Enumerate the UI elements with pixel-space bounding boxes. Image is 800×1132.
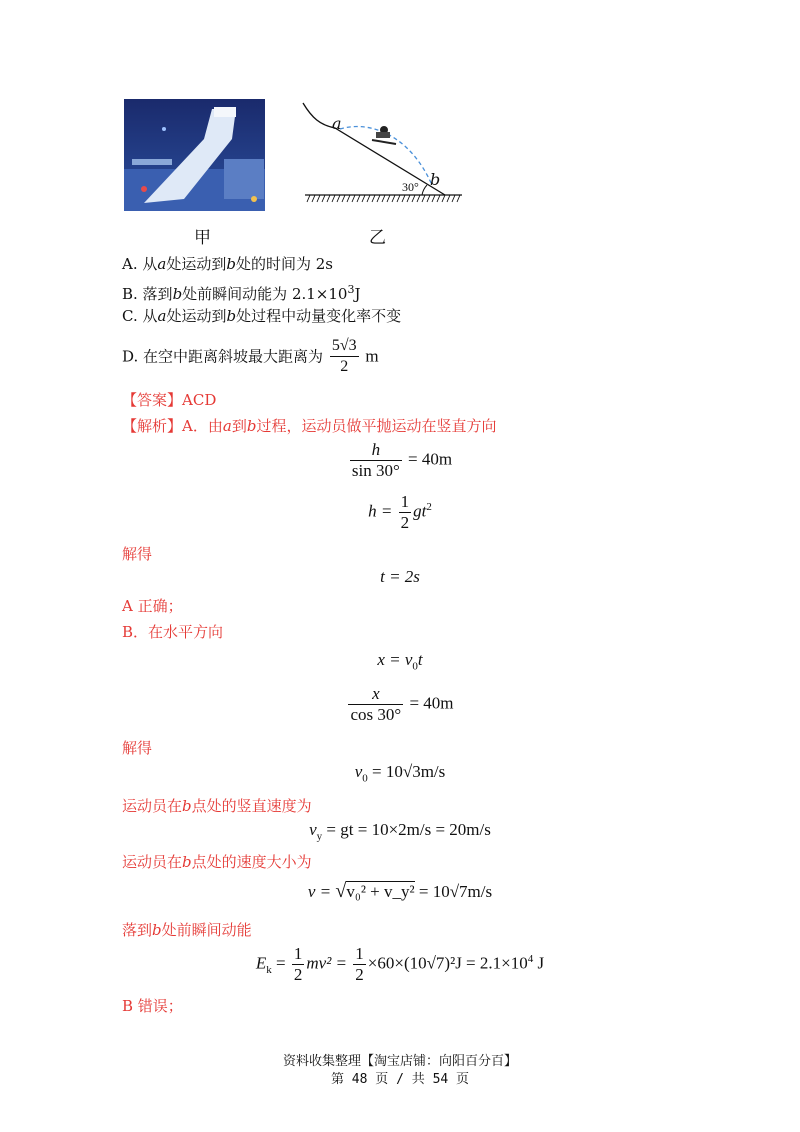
analysis-line: 【解析】A．由a到b过程，运动员做平抛运动在竖直方向 xyxy=(122,417,497,435)
ski-jump-photo xyxy=(124,99,265,211)
solve-label-1: 解得 xyxy=(122,545,153,563)
option-a: A. 从a处运动到b处的时间为 2s xyxy=(122,255,333,273)
diagram-caption: 乙 xyxy=(369,228,386,248)
equation-5: $\frac{x}{\cos 30^\circ}$ = 40m xyxy=(350,684,454,724)
equation-4: $x = v_0t$ xyxy=(377,650,423,673)
point-b-label: b xyxy=(430,170,441,189)
solve-label-2: 解得 xyxy=(122,739,153,757)
equation-7: $v_y$ = gt = 10×2m/s = 20m/s xyxy=(309,820,491,843)
option-d: D. 在空中距离斜坡最大距离为 $\frac{5√3}{2}$ m xyxy=(122,337,379,375)
a-correct: A 正确； xyxy=(122,597,183,615)
footer-source: 资料收集整理【淘宝店铺：向阳百分百】 xyxy=(282,1054,517,1069)
equation-9: $E_k$ = $\frac{1}{2}$ mv² = $\frac{1}{2}$ $\times 60\times(10√7)^2J = 2.1\times 10^4$ J xyxy=(255,944,545,984)
equation-6: $v_0 = 10√3m/s$ xyxy=(354,762,446,785)
ek-text: 落到b处前瞬间动能 xyxy=(122,921,252,939)
footer-page-number: 第 48 页 / 共 54 页 xyxy=(330,1072,470,1087)
slope-diagram xyxy=(300,100,465,208)
option-b: B. 落到b处前瞬间动能为 $2.1\times 10^3J$ xyxy=(122,283,361,303)
answer-line: 【答案】ACD xyxy=(122,391,217,409)
b-heading: B．在水平方向 xyxy=(122,623,224,641)
b-wrong: B 错误； xyxy=(122,997,183,1015)
equation-2: h = $\frac{1}{2}$ $gt^2$ xyxy=(368,492,432,532)
vy-text: 运动员在b点处的竖直速度为 xyxy=(122,797,312,815)
v-text: 运动员在b点处的速度大小为 xyxy=(122,853,312,871)
photo-caption: 甲 xyxy=(194,228,211,248)
equation-3: t = 2s xyxy=(380,567,420,586)
equation-8: v = √v₀² + v_y² = 10√7m/s xyxy=(307,880,493,902)
point-a-label: a xyxy=(332,114,342,133)
option-c: C. 从a处运动到b处过程中动量变化率不变 xyxy=(122,307,402,325)
equation-1: $\frac{h}{\sin 30^\circ}$ = 40m xyxy=(351,440,453,480)
angle-label: 30° xyxy=(402,180,419,194)
